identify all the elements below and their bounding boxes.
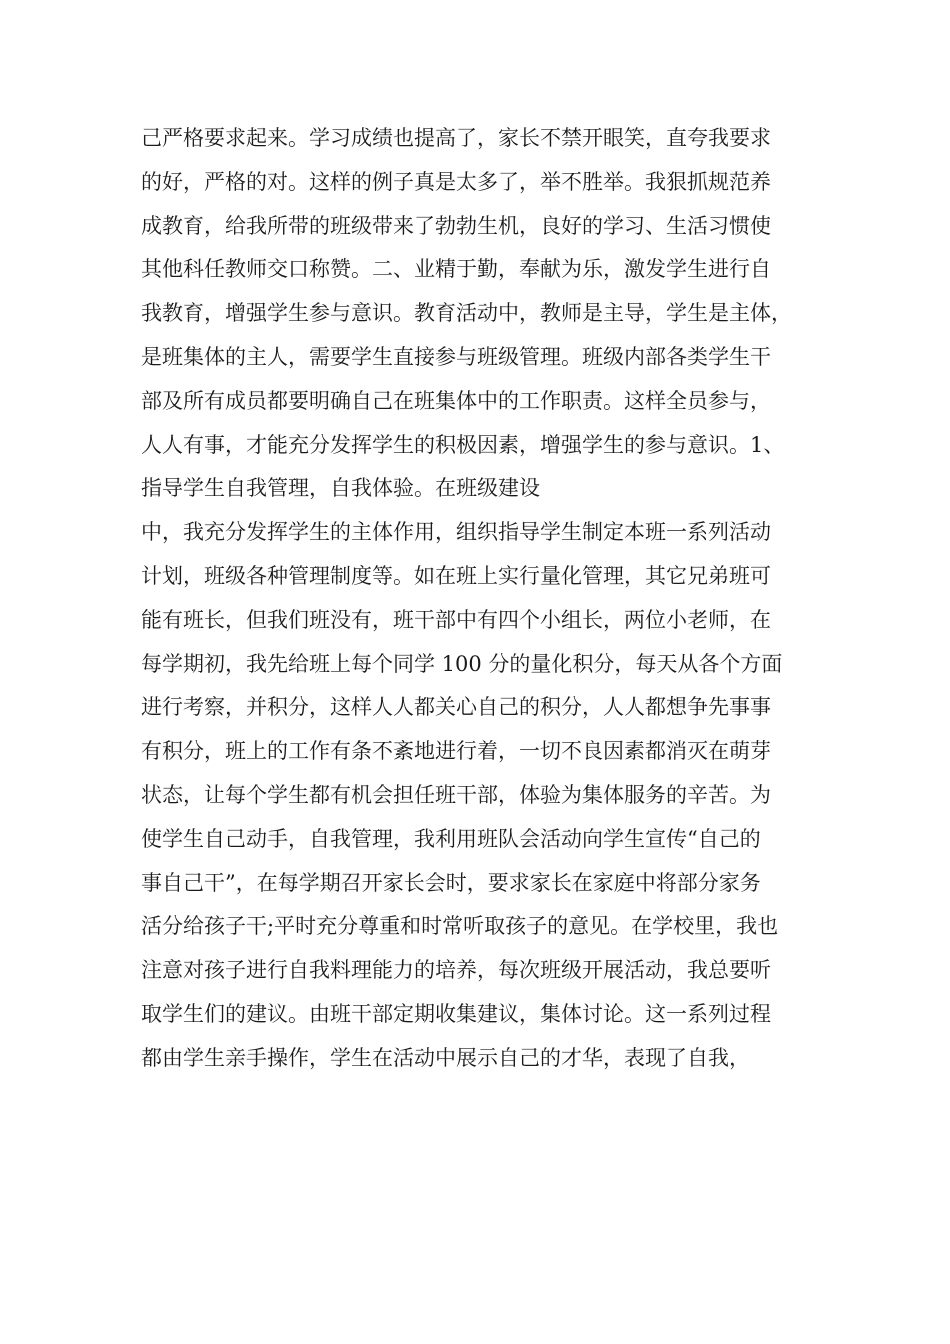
text-line: 使学生自己动手，自我管理，我利用班队会活动向学生宣传“自己的 — [141, 826, 761, 851]
text-line: 成教育，给我所带的班级带来了勃勃生机，良好的学习、生活习惯使 — [141, 213, 771, 238]
text-line: 能有班长，但我们班没有，班干部中有四个小组长，两位小老师，在 — [141, 607, 771, 632]
text-line: 事自己干”，在每学期召开家长会时，要求家长在家庭中将部分家务 — [141, 870, 761, 895]
body-text — [141, 117, 841, 1081]
text-line: 计划，班级各种管理制度等。如在班上实行量化管理，其它兄弟班可 — [141, 563, 771, 588]
text-line: 每学期初，我先给班上每个同学 100 分的量化积分，每天从各个方面 — [141, 651, 783, 676]
text-line: 中，我充分发挥学生的主体作用，组织指导学生制定本班一系列活动 — [141, 520, 771, 545]
text-line: 我教育，增强学生参与意识。教育活动中，教师是主导，学生是主体， — [141, 301, 792, 326]
text-line: 部及所有成员都要明确自己在班集体中的工作职责。这样全员参与， — [141, 388, 771, 413]
text-line: 是班集体的主人，需要学生直接参与班级管理。班级内部各类学生干 — [141, 344, 771, 369]
text-line: 人人有事，才能充分发挥学生的积极因素，增强学生的参与意识。1、 — [141, 432, 785, 457]
text-line: 取学生们的建议。由班干部定期收集建议，集体讨论。这一系列过程 — [141, 1001, 771, 1026]
text-line: 状态，让每个学生都有机会担任班干部，体验为集体服务的辛苦。为 — [141, 782, 771, 807]
text-line: 进行考察，并积分，这样人人都关心自己的积分，人人都想争先事事 — [141, 695, 771, 720]
text-line: 注意对孩子进行自我料理能力的培养，每次班级开展活动，我总要听 — [141, 958, 771, 983]
text-line: 其他科任教师交口称赞。二、业精于勤，奉献为乐，激发学生进行自 — [141, 257, 771, 282]
text-line: 己严格要求起来。学习成绩也提高了，家长不禁开眼笑，直夸我要求 — [141, 126, 771, 150]
text-line: 的好，严格的对。这样的例子真是太多了，举不胜举。我狠抓规范养 — [141, 169, 771, 194]
text-line: 有积分，班上的工作有条不紊地进行着，一切不良因素都消灭在萌芽 — [141, 739, 771, 764]
text-line: 活分给孩子干;平时充分尊重和时常听取孩子的意见。在学校里，我也 — [141, 914, 779, 939]
text-line: 都由学生亲手操作，学生在活动中展示自己的才华，表现了自我， — [141, 1045, 750, 1070]
text-line: 指导学生自我管理，自我体验。在班级建设 — [141, 476, 540, 501]
